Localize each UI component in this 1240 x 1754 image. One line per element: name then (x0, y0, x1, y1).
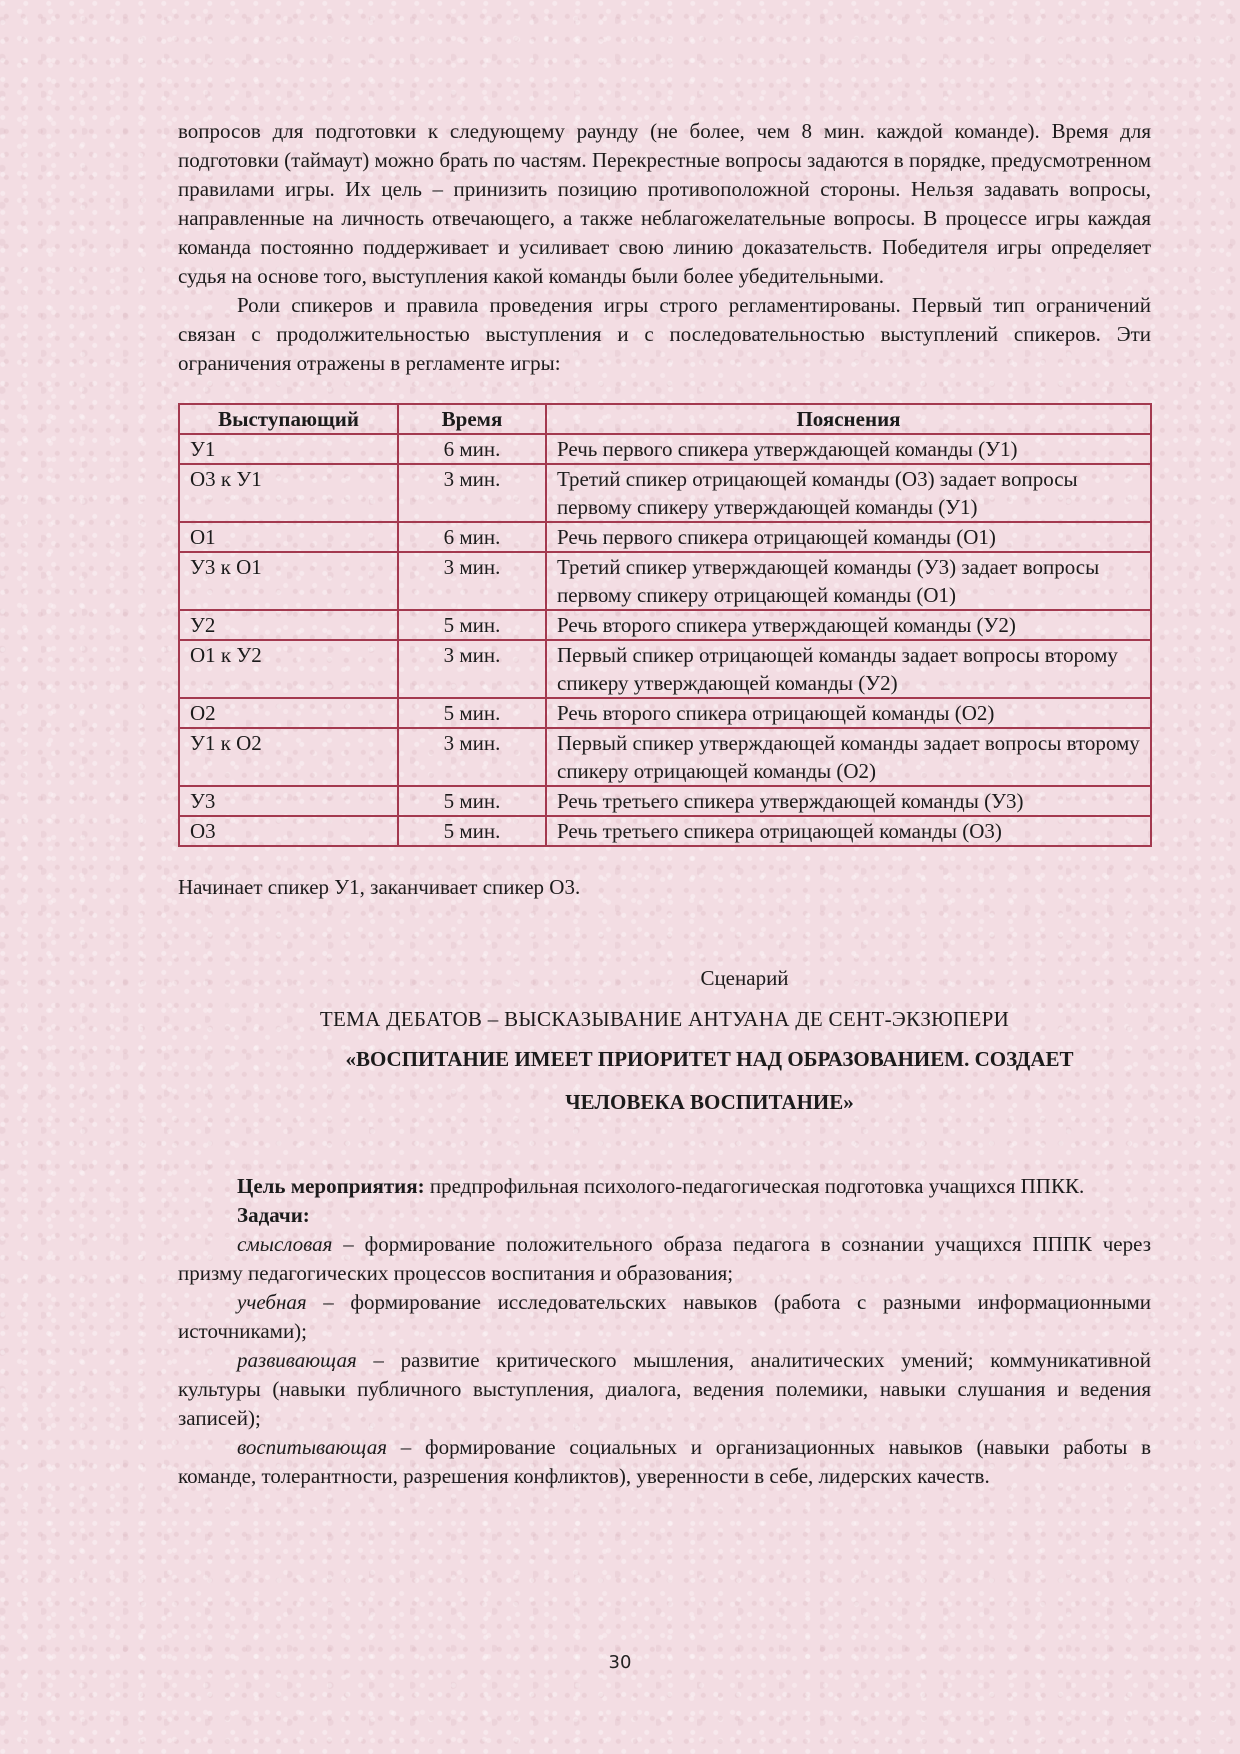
cell-time: 5 мин. (398, 816, 546, 846)
cell-notes: Третий спикер отрицающей команды (О3) задает вопросы первому спикеру утверждающей команды (У1) (546, 464, 1151, 522)
task-item (178, 1230, 1151, 1288)
table-row (179, 464, 1151, 522)
intro-paragraph: вопросов для подготовки к следующему раунду (не более, чем 8 мин. каждой команде). Время для подготовки (таймаут) можно брать по частям. Перекрестные вопросы задаются в порядке, предусмотренном правилами игры. Их цель – принизить позицию противоположной стороны. Нельзя задавать вопросы, направленные на личность отвечающего, а также неблагожелательные вопросы. В процессе игры каждая команда постоянно поддерживает и усиливает свою линию доказательств. Победителя игры определяет судья на основе того, выступления какой команды были более убедительными. (178, 119, 1151, 288)
task-item (178, 1433, 1151, 1491)
roles-paragraph: Роли спикеров и правила проведения игры строго регламентированы. Первый тип ограничений связан с продолжительностью выступления и с последовательностью выступлений спикеров. Эти ограничения отражены в регламенте игры: (178, 293, 1151, 375)
cell-speaker: У1 к О2 (179, 728, 398, 786)
task-item (178, 1288, 1151, 1346)
table-row (179, 434, 1151, 464)
cell-speaker: О3 к У1 (179, 464, 398, 522)
scenario-label: Сценарий (700, 966, 789, 990)
cell-notes: Речь третьего спикера утверждающей команды (У3) (546, 786, 1151, 816)
cell-time: 5 мин. (398, 786, 546, 816)
header-notes: Пояснения (546, 404, 1151, 434)
debate-regulation-table (178, 403, 1152, 847)
cell-time: 3 мин. (398, 640, 546, 698)
goal-paragraph (178, 1172, 1151, 1201)
table-row (179, 522, 1151, 552)
goal-label: Цель мероприятия: (237, 1174, 425, 1198)
page-number: 30 (608, 1652, 632, 1673)
debate-quote (238, 1038, 1181, 1124)
quote-line-1: «ВОСПИТАНИЕ ИМЕЕТ ПРИОРИТЕТ НАД ОБРАЗОВАНИЕМ. СОЗДАЕТ (345, 1047, 1074, 1071)
quote-line-2: ЧЕЛОВЕКА ВОСПИТАНИЕ» (565, 1090, 854, 1114)
cell-speaker: У2 (179, 610, 398, 640)
table-row (179, 728, 1151, 786)
cell-speaker: У3 (179, 786, 398, 816)
task-item (178, 1346, 1151, 1433)
cell-notes: Речь первого спикера отрицающей команды (О1) (546, 522, 1151, 552)
cell-speaker: О2 (179, 698, 398, 728)
task-term: воспитывающая (237, 1435, 387, 1459)
cell-notes: Речь второго спикера утверждающей команды (У2) (546, 610, 1151, 640)
cell-time: 6 мин. (398, 434, 546, 464)
debate-theme: ТЕМА ДЕБАТОВ – ВЫСКАЗЫВАНИЕ АНТУАНА ДЕ СЕНТ-ЭКЗЮПЕРИ (319, 1007, 1010, 1031)
cell-time: 5 мин. (398, 610, 546, 640)
header-time: Время (398, 404, 546, 434)
cell-time: 3 мин. (398, 728, 546, 786)
cell-speaker: У3 к О1 (179, 552, 398, 610)
cell-speaker: О1 (179, 522, 398, 552)
task-text: – формирование исследовательских навыков (работа с разными информационными источниками); (178, 1290, 1151, 1343)
table-row (179, 698, 1151, 728)
cell-time: 3 мин. (398, 552, 546, 610)
task-term: учебная (237, 1290, 307, 1314)
cell-speaker: О3 (179, 816, 398, 846)
cell-notes: Речь первого спикера утверждающей команды (У1) (546, 434, 1151, 464)
table-header-row (179, 404, 1151, 434)
document-page (178, 117, 1151, 1491)
cell-time: 3 мин. (398, 464, 546, 522)
cell-speaker: О1 к У2 (179, 640, 398, 698)
after-table-note: Начинает спикер У1, заканчивает спикер О3. (178, 875, 581, 899)
task-term: развивающая (237, 1348, 357, 1372)
table-row (179, 786, 1151, 816)
task-term: смысловая (237, 1232, 333, 1256)
cell-time: 6 мин. (398, 522, 546, 552)
cell-notes: Третий спикер утверждающей команды (У3) задает вопросы первому спикеру отрицающей команды (О1) (546, 552, 1151, 610)
header-speaker: Выступающий (179, 404, 398, 434)
task-text: – формирование социальных и организационных навыков (навыки работы в команде, толерантности, разрешения конфликтов), уверенности в себе, лидерских качеств. (178, 1435, 1151, 1488)
table-row (179, 610, 1151, 640)
cell-notes: Первый спикер утверждающей команды задает вопросы второму спикеру отрицающей команды (О2) (546, 728, 1151, 786)
cell-notes: Речь второго спикера отрицающей команды (О2) (546, 698, 1151, 728)
table-row (179, 552, 1151, 610)
task-text: – развитие критического мышления, аналитических умений; коммуникативной культуры (навыки публичного выступления, диалога, ведения полемики, навыки слушания и ведения записей); (178, 1348, 1151, 1430)
task-text: – формирование положительного образа педагога в сознании учащихся ПППК через призму педагогических процессов воспитания и образования; (178, 1232, 1151, 1285)
goal-text: предпрофильная психолого-педагогическая подготовка учащихся ППКК. (424, 1174, 1085, 1198)
cell-time: 5 мин. (398, 698, 546, 728)
cell-notes: Первый спикер отрицающей команды задает вопросы второму спикеру утверждающей команды (У2) (546, 640, 1151, 698)
table-row (179, 640, 1151, 698)
table-row (179, 816, 1151, 846)
cell-notes: Речь третьего спикера отрицающей команды (О3) (546, 816, 1151, 846)
tasks-label: Задачи: (237, 1203, 310, 1227)
cell-speaker: У1 (179, 434, 398, 464)
